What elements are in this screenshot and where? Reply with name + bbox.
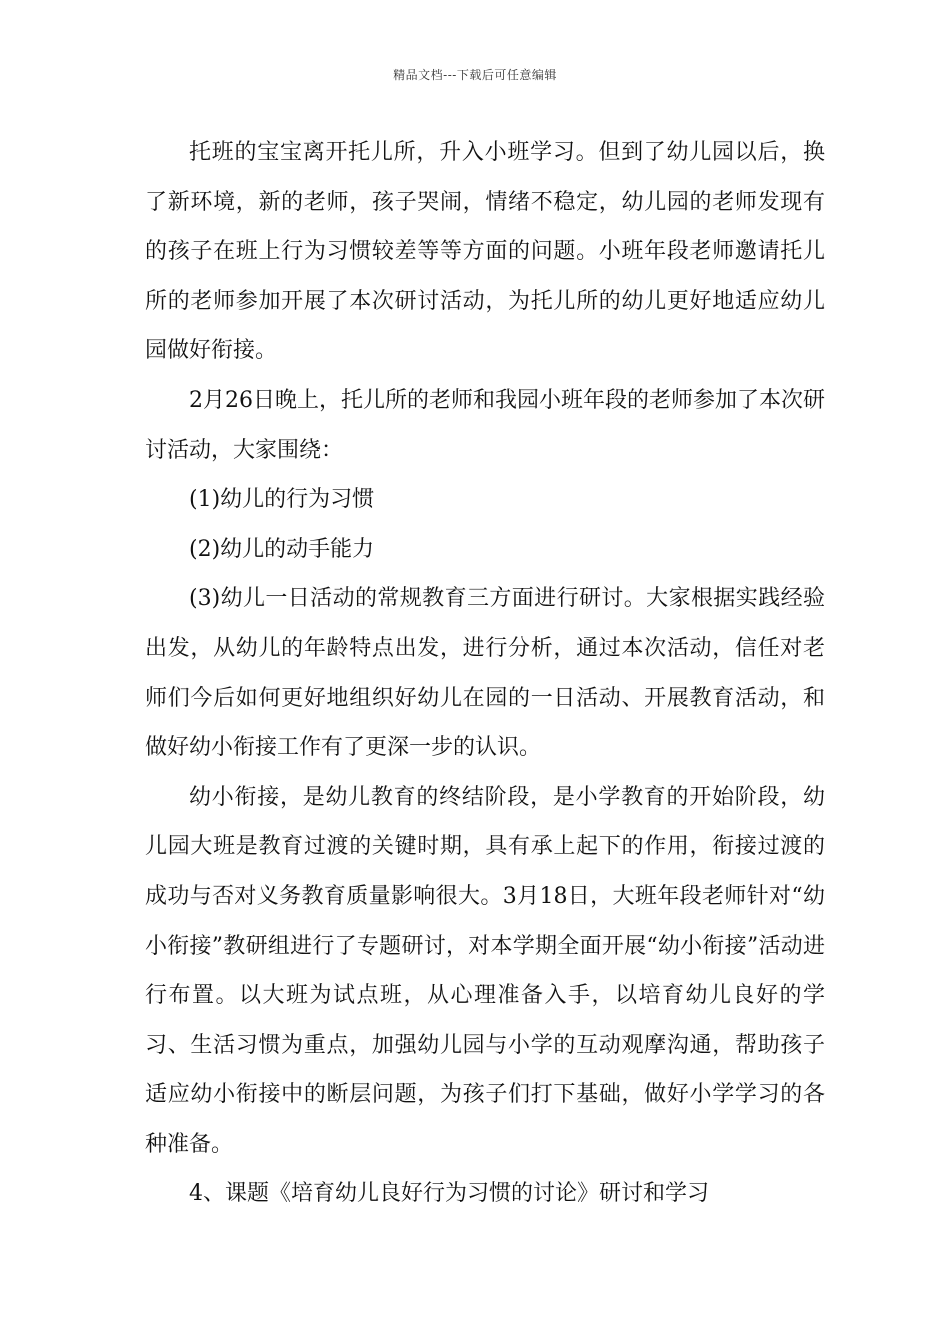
list-item-hands-on-ability: (2)幼儿的动手能力: [189, 536, 375, 562]
document-body: [145, 128, 825, 1219]
list-item-behavior-habits: (1)幼儿的行为习惯: [189, 487, 375, 513]
section-heading-research-topic: 4、课题《培育幼儿良好行为习惯的讨论》研讨和学习: [189, 1181, 709, 1207]
paragraph-kindergarten-primary-transition: 幼小衔接，是幼儿教育的终结阶段，是小学教育的开始阶段，幼儿园大班是教育过渡的关键时期，具有承上起下的作用，衔接过渡的成功与否对义务教育质量影响很大。3月18日，大班年段老师针对“幼小衔接”教研组进行了专题研讨，对本学期全面开展“幼小衔接”活动进行布置。以大班为试点班，从心理准备入手，以培育幼儿良好的学习、生活习惯为重点，加强幼儿园与小学的互动观摩沟通，帮助孩子适应幼小衔接中的断层问题，为孩子们打下基础，做好小学学习的各种准备。: [145, 784, 825, 1157]
page-header: 精品文档---下载后可任意编辑: [393, 68, 557, 82]
paragraph-transition-toddler: 托班的宝宝离开托儿所，升入小班学习。但到了幼儿园以后，换了新环境，新的老师，孩子哭闹，情绪不稳定，幼儿园的老师发现有的孩子在班上行为习惯较差等等方面的问题。小班年段老师邀请托儿所的老师参加开展了本次研讨活动，为托儿所的幼儿更好地适应幼儿园做好衔接。: [145, 140, 825, 364]
list-item-daily-routine: (3)幼儿一日活动的常规教育三方面进行研讨。大家根据实践经验出发，从幼儿的年龄特点出发，进行分析，通过本次活动，信任对老师们今后如何更好地组织好幼儿在园的一日活动、开展教育活动，和做好幼小衔接工作有了更深一步的认识。: [145, 586, 825, 761]
paragraph-feb26-meeting: 2月26日晚上，托儿所的老师和我园小班年段的老师参加了本次研讨活动，大家围绕：: [145, 387, 825, 463]
